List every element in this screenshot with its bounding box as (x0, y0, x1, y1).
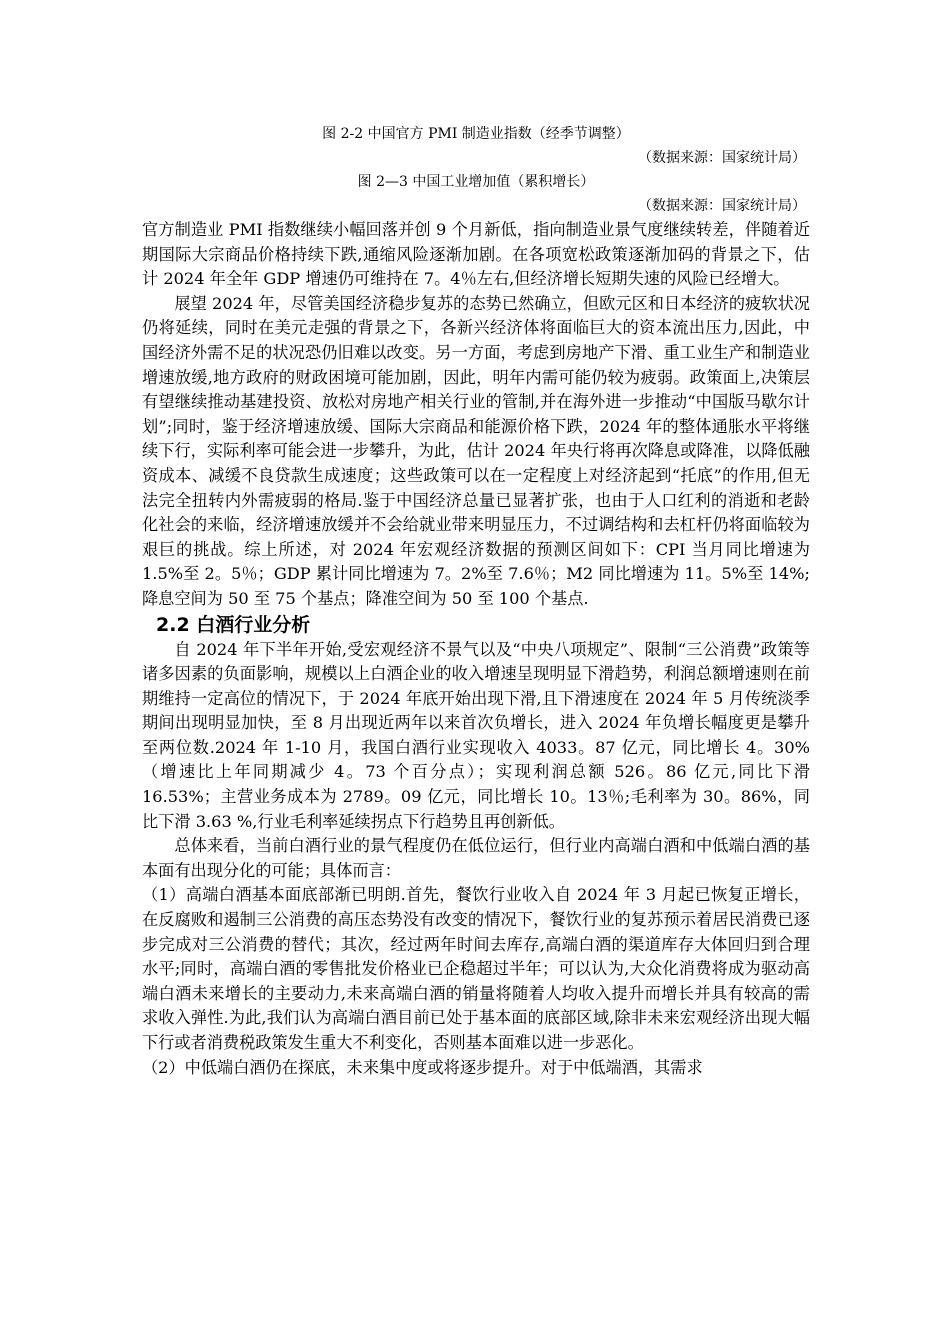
figure-caption: 图 2—3 中国工业增加值（累积增长） (357, 174, 595, 190)
list-item: （1）高端白酒基本面底部渐已明朗.首先，餐饮行业收入自 2024 年 3 月起已恢复正增长，在反腐败和遏制三公消费的高压态势没有改变的情况下，餐饮行业的复苏预示着居民消费已逐步完成对三公消费的替代；其次，经过两年时间去库存,高端白酒的渠道库存大体回归到合理水平;同时，高端白酒的零售批发价格业已企稳超过半年；可以认为,大众化消费将成为驱动高端白酒未来增长的主要动力,未来高端白酒的销量将随着人均收入提升而增长并具有较高的需求收入弹性.为此,我们认为高端白酒目前已处于基本面的底部区域,除非未来宏观经济出现大幅下行或者消费税政策发生重大不利变化，否则基本面难以进一步恶化。 (142, 885, 810, 1052)
figure-caption: 图 2-2 中国官方 PMI 制造业指数（经季节调整） (322, 126, 630, 142)
figure-source: （数据来源：国家统计局） (638, 150, 806, 166)
body-paragraph: 展望 2024 年，尽管美国经济稳步复苏的态势已然确立，但欧元区和日本经济的疲软状况仍将延续，同时在美元走强的背景之下，各新兴经济体将面临巨大的资本流出压力,因此，中国经济外需不足的状况恐仍旧难以改变。另一方面，考虑到房地产下滑、重工业生产和制造业增速放缓,地方政府的财政困境可能加剧，因此，明年内需可能仍较为疲弱。政策面上,决策层有望继续推动基建投资、放松对房地产相关行业的管制,并在海外进一步推动“中国版马歇尔计划”;同时，鉴于经济增速放缓、国际大宗商品和能源价格下跌，2024 年的整体通胀水平将继续下行，实际利率可能会进一步攀升，为此，估计 2024 年央行将再次降息或降准，以降低融资成本、减缓不良贷款生成速度；这些政策可以在一定程度上对经济起到“托底”的作用,但无法完全扭转内外需疲弱的格局.鉴于中国经济总量已显著扩张，也由于人口红利的消逝和老龄化社会的来临，经济增速放缓并不会给就业带来明显压力，不过调结构和去杠杆仍将面临较为艰巨的挑战。综上所述，对 2024 年宏观经济数据的预测区间如下：CPI 当月同比增速为 1.5%至 2。5％；GDP 累计同比增速为 7。2%至 7.6％；M2 同比增速为 11。5%至 14%;降息空间为 50 至 75 个基点；降准空间为 50 至 100 个基点. (142, 293, 810, 608)
body-paragraph: 官方制造业 PMI 指数继续小幅回落并创 9 个月新低，指向制造业景气度继续转差，伴随着近期国际大宗商品价格持续下跌,通缩风险逐渐加剧。在各项宽松政策逐渐加码的背景之下，估计 2024 年全年 GDP 增速仍可维持在 7。4％左右,但经济增长短期失速的风险已经增大。 (142, 220, 810, 289)
body-paragraph: 总体来看，当前白酒行业的景气程度仍在低位运行，但行业内高端白酒和中低端白酒的基本面有出现分化的可能；具体而言： (142, 836, 810, 880)
section-heading: 2.2 白酒行业分析 (156, 613, 311, 636)
document-page (142, 122, 810, 1080)
list-item: （2）中低端白酒仍在探底，未来集中度或将逐步提升。对于中低端酒，其需求 (142, 1057, 703, 1077)
body-paragraph: 自 2024 年下半年开始,受宏观经济不景气以及“中央八项规定”、限制“三公消费”政策等诸多因素的负面影响，规模以上白酒企业的收入增速呈现明显下滑趋势，利润总额增速则在前期维持一定高位的情况下，于 2024 年底开始出现下滑,且下滑速度在 2024 年 5 月传统淡季期间出现明显加快，至 8 月出现近两年以来首次负增长，进入 2024 年负增长幅度更是攀升至两位数.2024 年 1-10 月，我国白酒行业实现收入 4033。87 亿元，同比增长 4。30%（增速比上年同期减少 4。73 个百分点）；实现利润总额 526。86 亿元,同比下滑 16.53%；主营业务成本为 2789。09 亿元，同比增长 10。13％;毛利率为 30。86%，同比下滑 3.63 %,行业毛利率延续拐点下行趋势且再创新低。 (142, 639, 810, 831)
figure-source: （数据来源：国家统计局） (638, 198, 806, 214)
